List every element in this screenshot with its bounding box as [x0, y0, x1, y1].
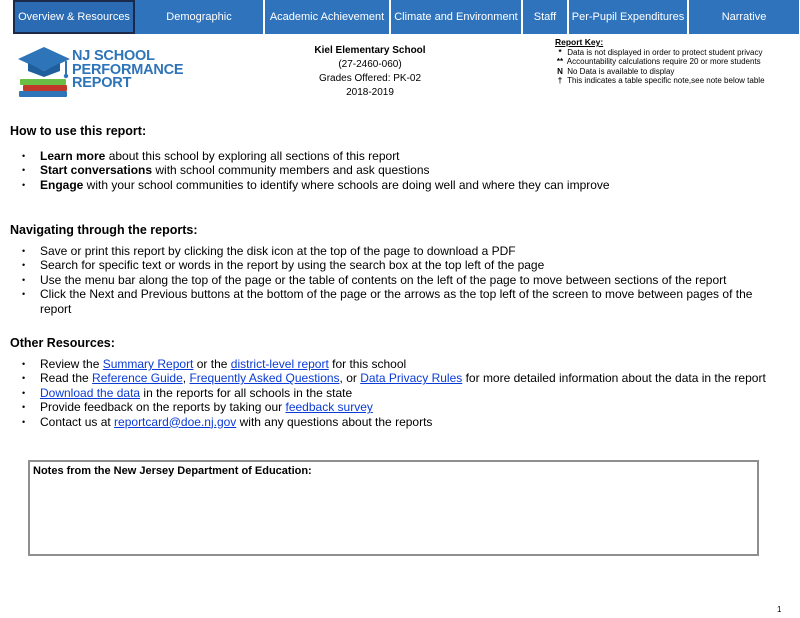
item-text: or the [193, 357, 231, 371]
school-year: 2018-2019 [346, 87, 394, 98]
list-item [22, 415, 782, 429]
tab-per-pupil-expenditures[interactable]: Per-Pupil Expenditures [569, 0, 689, 34]
navigating-title: Navigating through the reports: [10, 223, 198, 237]
list-item [22, 178, 782, 192]
list-item: • Click the Next and Previous buttons at the bottom of the page or the arrows as the top left of the screen to move between pages of the report [22, 287, 782, 316]
key-symbol: † [557, 76, 563, 85]
item-bold: Engage [40, 177, 84, 192]
other-resources-list [22, 357, 782, 429]
item-text: with any questions about the reports [236, 414, 433, 429]
report-key-item [555, 76, 795, 86]
item-text: in the reports for all schools in the state [140, 385, 353, 400]
school-header [270, 44, 470, 100]
grades-offered: Grades Offered: PK-02 [318, 73, 422, 84]
tab-demographic[interactable]: Demographic [135, 0, 265, 34]
tab-climate-environment[interactable]: Climate and Environment [391, 0, 523, 34]
logo-line-3: REPORT [72, 75, 132, 91]
top-nav-tabs [13, 0, 799, 34]
other-resources-title: Other Resources: [10, 336, 115, 350]
notes-box [28, 460, 759, 556]
list-item [22, 400, 782, 414]
key-text: Accountability calculations require 20 or more students [566, 57, 761, 66]
list-item [22, 163, 782, 177]
graduation-cap-books-icon [14, 41, 74, 99]
download-data-link[interactable]: Download the data [40, 385, 141, 400]
page-number: 1 [777, 605, 782, 614]
key-symbol: * [558, 47, 562, 57]
contact-email-link[interactable]: reportcard@doe.nj.gov [114, 414, 237, 429]
logo-line-1: NJ SCHOOL [72, 48, 155, 64]
key-text: No Data is available to display [567, 66, 675, 76]
notes-label: Notes from the New Jersey Department of Education: [33, 465, 312, 477]
item-text: , [182, 371, 190, 386]
item-text: about this school by exploring all sections of this report [105, 149, 400, 163]
item-bold: Learn more [40, 149, 106, 163]
report-key-title: Report Key: [555, 37, 604, 47]
report-key-item [555, 48, 795, 58]
navigating-list [22, 244, 782, 316]
item-text: Review the [40, 357, 103, 371]
item-text: , or [339, 371, 361, 386]
nj-school-performance-report-logo [14, 41, 184, 99]
key-symbol: N [557, 66, 563, 76]
reference-guide-link[interactable]: Reference Guide [92, 371, 183, 386]
item-text: Contact us at [40, 414, 115, 429]
report-key-item [555, 57, 795, 67]
item-text: Read the [40, 371, 93, 386]
key-symbol: ** [556, 57, 564, 66]
list-item: • Save or print this report by clicking the disk icon at the top of the page to download a PDF [22, 244, 782, 258]
summary-report-link[interactable]: Summary Report [102, 357, 194, 371]
data-privacy-rules-link[interactable]: Data Privacy Rules [360, 371, 463, 386]
district-level-report-link[interactable]: district-level report [230, 357, 329, 371]
feedback-survey-link[interactable]: feedback survey [285, 400, 373, 415]
how-to-use-list [22, 149, 782, 192]
logo-line-2: PERFORMANCE [72, 61, 184, 78]
list-item [22, 386, 782, 400]
report-key [555, 38, 795, 86]
list-item [22, 371, 782, 385]
how-to-use-title: How to use this report: [10, 124, 147, 138]
item-text: for this school [328, 357, 407, 371]
key-text: Data is not displayed in order to protect student privacy [567, 47, 763, 57]
item-text: with school community members and ask questions [152, 163, 430, 178]
item-bold: Start conversations [40, 163, 153, 178]
school-code: (27-2460-060) [338, 59, 402, 70]
item-text: with your school communities to identify where schools are doing well and where they can improve [83, 177, 610, 192]
item-text: Provide feedback on the reports by taking our [40, 400, 286, 415]
tab-narrative[interactable]: Narrative [689, 0, 799, 34]
tab-staff[interactable]: Staff [523, 0, 569, 34]
report-key-item [555, 67, 795, 77]
list-item [22, 357, 782, 371]
list-item [22, 149, 782, 163]
faq-link[interactable]: Frequently Asked Questions [189, 371, 340, 386]
item-text: for more detailed information about the data in the report [462, 371, 766, 386]
school-name: Kiel Elementary School [314, 45, 426, 56]
key-text: This indicates a table specific note,see note below table [567, 76, 765, 85]
list-item: • Use the menu bar along the top of the page or the table of contents on the left of the page to move between sections of the report [22, 273, 782, 287]
tab-academic-achievement[interactable]: Academic Achievement [265, 0, 391, 34]
tab-overview-resources[interactable]: Overview & Resources [13, 0, 135, 34]
list-item: • Search for specific text or words in the report by using the search box at the top left of the page [22, 258, 782, 272]
